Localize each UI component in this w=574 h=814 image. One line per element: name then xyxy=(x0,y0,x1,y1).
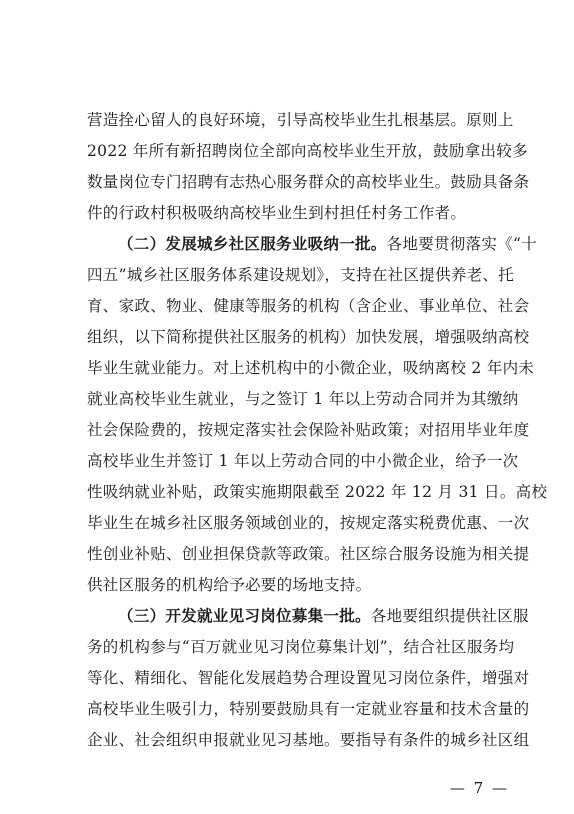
text-line: 营造拴心留人的良好环境，引导高校毕业生扎根基层。原则上 xyxy=(87,111,514,129)
text-line: 组织，以下简称提供社区服务的机构）加快发展，增强吸纳高校 xyxy=(87,328,530,346)
text-line: 性吸纳就业补贴，政策实施期限截至 2022 年 12 月 31 日。高校 xyxy=(87,483,548,501)
text-line: 企业、社会组织申报就业见习基地。要指导有条件的城乡社区组 xyxy=(87,731,530,749)
text-line: 数量岗位专门招聘有志热心服务群众的高校毕业生。鼓励具备条 xyxy=(87,173,530,191)
text-line: 供社区服务的机构给予必要的场地支持。 xyxy=(87,576,372,594)
text-line: 社会保险费的，按规定落实社会保险补贴政策；对招用毕业年度 xyxy=(87,421,530,439)
text-line: 毕业生在城乡社区服务领域创业的，按规定落实税费优惠、一次 xyxy=(87,514,530,532)
text-line: 性创业补贴、创业担保贷款等政策。社区综合服务设施为相关提 xyxy=(87,545,530,563)
text-line: 毕业生就业能力。对上述机构中的小微企业，吸纳离校 2 年内未 xyxy=(87,359,535,377)
page-number: — 7 — xyxy=(449,779,509,797)
section-heading: （三）开发就业见习岗位募集一批。 xyxy=(118,607,371,625)
text-line: 件的行政村积极吸纳高校毕业生到村担任村务工作者。 xyxy=(87,204,467,222)
section-heading-line: （二）发展城乡社区服务业吸纳一批。各地要贯彻落实《“十 xyxy=(118,235,538,253)
text-line: 高校毕业生并签订 1 年以上劳动合同的中小微企业，给予一次 xyxy=(87,452,519,470)
text-line: 2022 年所有新招聘岗位全部向高校毕业生开放，鼓励拿出较多 xyxy=(87,142,528,160)
text-line: 等化、精细化、智能化发展趋势合理设置见习岗位条件，增强对 xyxy=(87,669,530,687)
text-line: 四五”城乡社区服务体系建设规划》，支持在社区提供养老、托 xyxy=(87,266,515,284)
section-heading: （二）发展城乡社区服务业吸纳一批。 xyxy=(118,235,387,253)
text-line: 就业高校毕业生就业，与之签订 1 年以上劳动合同并为其缴纳 xyxy=(87,390,519,408)
text-line: 务的机构参与“百万就业见习岗位募集计划”，结合社区服务均 xyxy=(87,638,515,656)
text-line: 育、家政、物业、健康等服务的机构（含企业、事业单位、社会 xyxy=(87,297,530,315)
text-line: 高校毕业生吸引力，特别要鼓励具有一定就业容量和技术含量的 xyxy=(87,700,530,718)
section-heading-line: （三）开发就业见习岗位募集一批。各地要组织提供社区服 xyxy=(118,607,529,625)
